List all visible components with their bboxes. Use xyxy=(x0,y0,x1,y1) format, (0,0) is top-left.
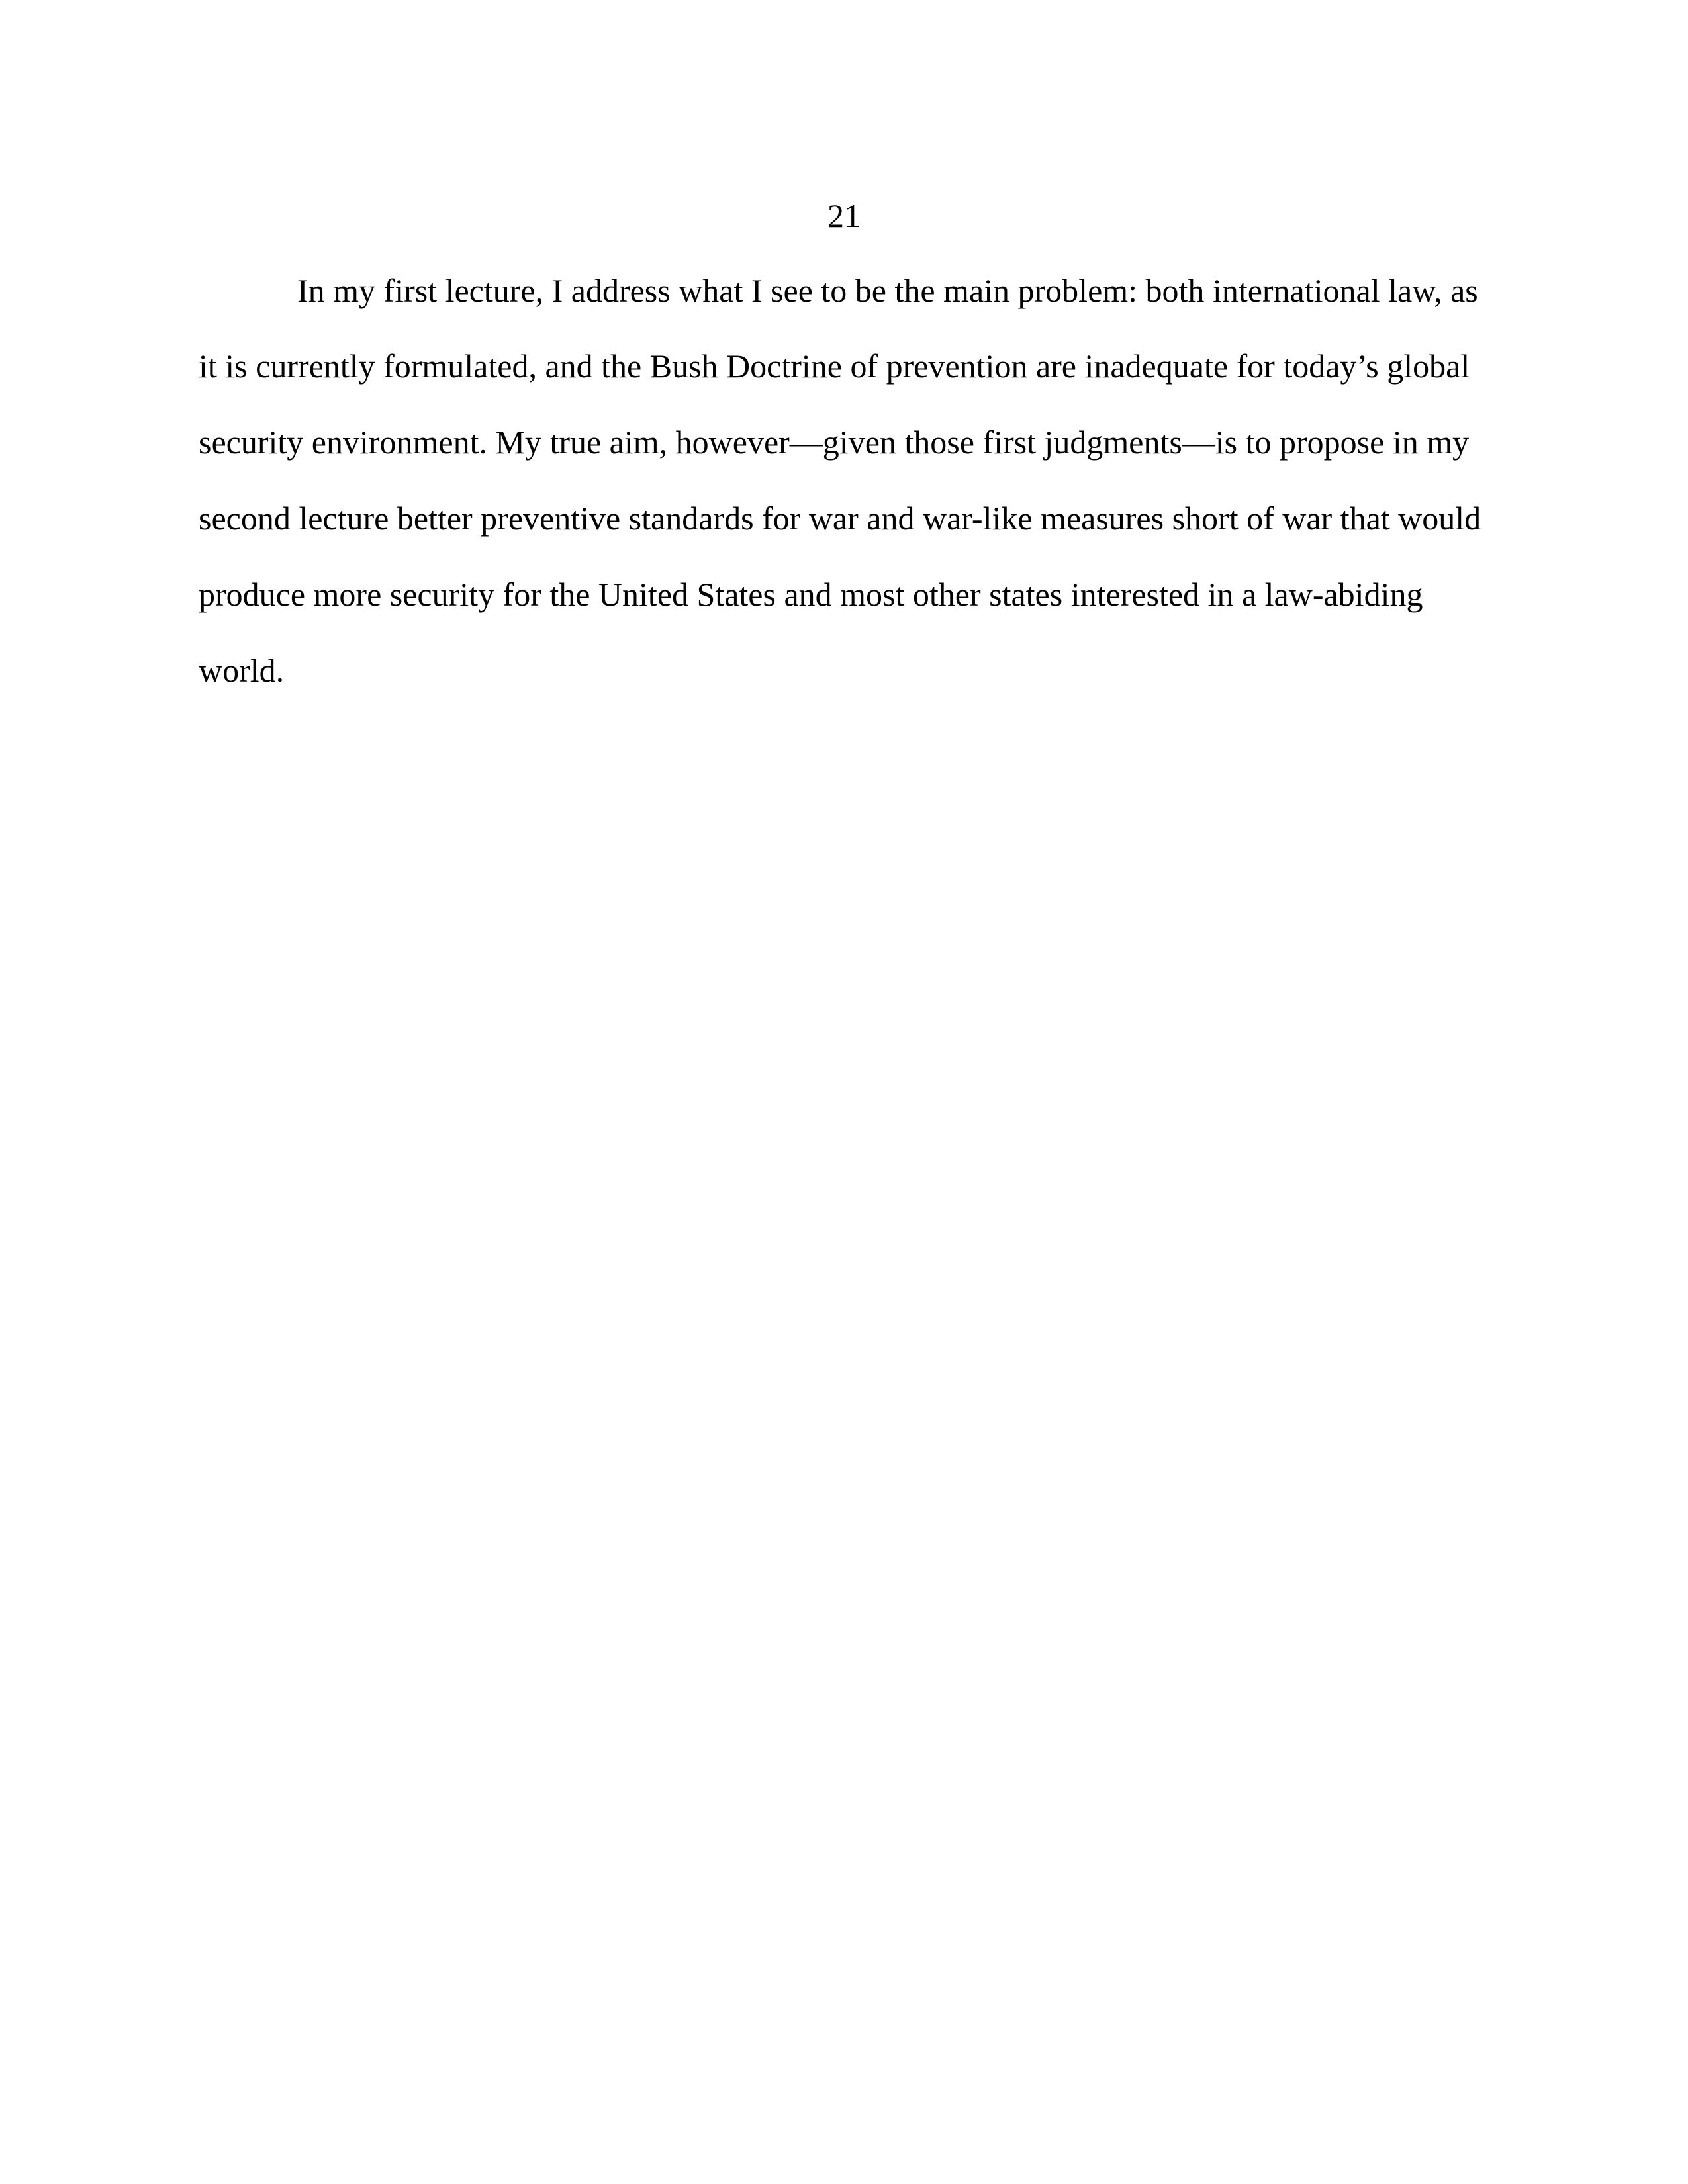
paragraph-line: it is currently formulated, and the Bush Doctrine of prevention are inadequate for today’s global xyxy=(199,347,1470,385)
paragraph-line: In my first lecture, I address what I see to be the main problem: both international law, as xyxy=(297,272,1478,309)
paragraph-line: second lecture better preventive standards for war and war-like measures short of war that would xyxy=(199,500,1481,537)
paragraph-line: security environment. My true aim, however—given those first judgments—is to propose in my xyxy=(199,424,1470,461)
page-number: 21 xyxy=(827,197,861,234)
paragraph-line: produce more security for the United States and most other states interested in a law-abiding xyxy=(199,576,1423,613)
paragraph-line: world. xyxy=(199,652,285,689)
